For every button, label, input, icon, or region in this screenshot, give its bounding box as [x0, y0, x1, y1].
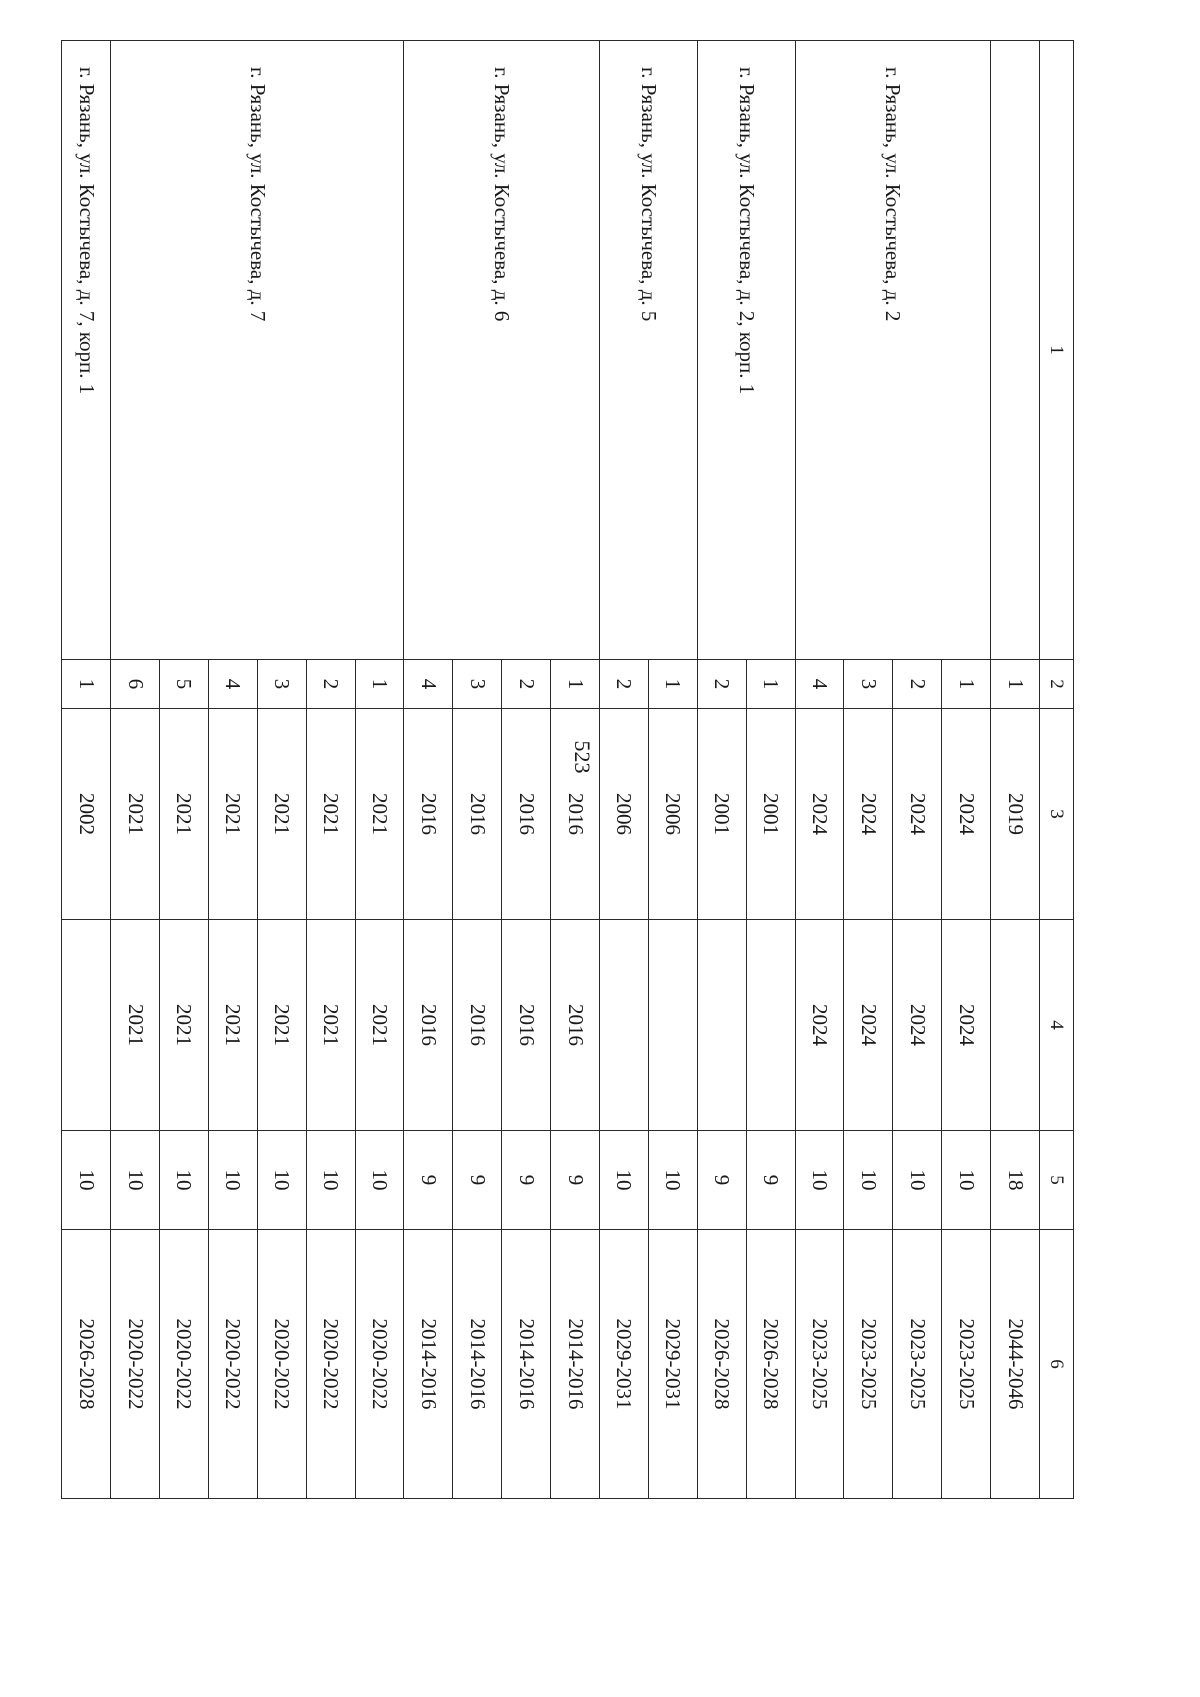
count-cell: 10	[355, 1131, 404, 1230]
year-cell-2: 2021	[355, 920, 404, 1131]
row-number-cell: 2	[893, 660, 942, 709]
table-row	[746, 41, 795, 1499]
row-number-cell: 1	[942, 660, 991, 709]
table-row	[991, 41, 1040, 1499]
period-cell: 2026-2028	[746, 1230, 795, 1499]
year-cell: 2021	[159, 709, 208, 920]
column-header-5: 5	[1040, 1131, 1074, 1230]
period-cell: 2023-2025	[893, 1230, 942, 1499]
period-cell: 2044-2046	[991, 1230, 1040, 1499]
year-cell: 2024	[893, 709, 942, 920]
table-row	[355, 41, 404, 1499]
address-cell: г. Рязань, ул. Костычева, д. 7	[111, 41, 404, 660]
year-cell: 2024	[942, 709, 991, 920]
year-cell-2	[599, 920, 648, 1131]
row-number-cell: 1	[991, 660, 1040, 709]
period-cell: 2020-2022	[257, 1230, 306, 1499]
count-cell: 10	[599, 1131, 648, 1230]
year-cell: 2006	[599, 709, 648, 920]
row-number-cell: 3	[453, 660, 502, 709]
count-cell: 10	[208, 1131, 257, 1230]
count-cell: 10	[648, 1131, 697, 1230]
table-row	[942, 41, 991, 1499]
year-cell: 2021	[306, 709, 355, 920]
table-row	[648, 41, 697, 1499]
count-cell: 10	[893, 1131, 942, 1230]
row-number-cell: 1	[551, 660, 600, 709]
address-cell: г. Рязань, ул. Костычева, д. 2	[795, 41, 991, 660]
address-cell	[991, 41, 1040, 660]
row-number-cell: 1	[62, 660, 111, 709]
row-number-cell: 2	[697, 660, 746, 709]
address-cell: г. Рязань, ул. Костычева, д. 6	[404, 41, 600, 660]
column-header-6: 6	[1040, 1230, 1074, 1499]
year-cell-2	[991, 920, 1040, 1131]
year-cell: 2021	[208, 709, 257, 920]
row-number-cell: 1	[746, 660, 795, 709]
table-row	[62, 41, 111, 1499]
row-number-cell: 2	[502, 660, 551, 709]
period-cell: 2020-2022	[159, 1230, 208, 1499]
header-row	[1040, 41, 1074, 1499]
count-cell: 9	[551, 1131, 600, 1230]
year-cell: 2021	[111, 709, 160, 920]
year-cell: 2016	[453, 709, 502, 920]
row-number-cell: 3	[844, 660, 893, 709]
year-cell-2: 2021	[208, 920, 257, 1131]
count-cell: 18	[991, 1131, 1040, 1230]
address-cell: г. Рязань, ул. Костычева, д. 2, корп. 1	[697, 41, 795, 660]
period-cell: 2020-2022	[111, 1230, 160, 1499]
year-cell-2: 2021	[159, 920, 208, 1131]
address-cell: г. Рязань, ул. Костычева, д. 5	[599, 41, 697, 660]
year-cell-2	[648, 920, 697, 1131]
period-cell: 2014-2016	[404, 1230, 453, 1499]
column-header-4: 4	[1040, 920, 1074, 1131]
year-cell-2	[746, 920, 795, 1131]
page-number-text: 523	[570, 740, 595, 774]
count-cell: 9	[453, 1131, 502, 1230]
row-number-cell: 2	[306, 660, 355, 709]
period-cell: 2026-2028	[697, 1230, 746, 1499]
year-cell: 2001	[697, 709, 746, 920]
count-cell: 10	[257, 1131, 306, 1230]
table-rotation-frame	[74, 40, 1074, 1498]
period-cell: 2020-2022	[208, 1230, 257, 1499]
year-cell-2: 2016	[404, 920, 453, 1131]
count-cell: 10	[111, 1131, 160, 1230]
year-cell-2: 2021	[306, 920, 355, 1131]
row-number-cell: 5	[159, 660, 208, 709]
period-cell: 2026-2028	[62, 1230, 111, 1499]
year-cell: 2024	[795, 709, 844, 920]
column-header-3: 3	[1040, 709, 1074, 920]
period-cell: 2029-2031	[599, 1230, 648, 1499]
count-cell: 9	[404, 1131, 453, 1230]
period-cell: 2023-2025	[844, 1230, 893, 1499]
year-cell: 2016	[404, 709, 453, 920]
table-row	[551, 41, 600, 1499]
count-cell: 10	[62, 1131, 111, 1230]
year-cell-2: 2024	[893, 920, 942, 1131]
count-cell: 10	[159, 1131, 208, 1230]
year-cell-2: 2016	[453, 920, 502, 1131]
year-cell: 2006	[648, 709, 697, 920]
period-cell: 2023-2025	[795, 1230, 844, 1499]
year-cell: 2019	[991, 709, 1040, 920]
year-cell: 2024	[844, 709, 893, 920]
year-cell-2: 2024	[795, 920, 844, 1131]
year-cell-2: 2021	[111, 920, 160, 1131]
row-number-cell: 6	[111, 660, 160, 709]
row-number-cell: 4	[795, 660, 844, 709]
period-cell: 2014-2016	[453, 1230, 502, 1499]
year-cell: 2002	[62, 709, 111, 920]
count-cell: 9	[697, 1131, 746, 1230]
row-number-cell: 4	[208, 660, 257, 709]
year-cell: 2021	[257, 709, 306, 920]
address-cell: г. Рязань, ул. Костычева, д. 7, корп. 1	[62, 41, 111, 660]
row-number-cell: 4	[404, 660, 453, 709]
count-cell: 10	[795, 1131, 844, 1230]
count-cell: 9	[746, 1131, 795, 1230]
row-number-cell: 1	[648, 660, 697, 709]
count-cell: 10	[844, 1131, 893, 1230]
year-cell-2: 2016	[502, 920, 551, 1131]
year-cell: 2001	[746, 709, 795, 920]
period-cell: 2014-2016	[502, 1230, 551, 1499]
year-cell-2: 2024	[844, 920, 893, 1131]
year-cell: 2016	[551, 709, 600, 920]
year-cell-2: 2021	[257, 920, 306, 1131]
row-number-cell: 3	[257, 660, 306, 709]
period-cell: 2023-2025	[942, 1230, 991, 1499]
period-cell: 2014-2016	[551, 1230, 600, 1499]
count-cell: 9	[502, 1131, 551, 1230]
column-header-1: 1	[1040, 41, 1074, 660]
period-cell: 2029-2031	[648, 1230, 697, 1499]
row-number-cell: 1	[355, 660, 404, 709]
row-number-cell: 2	[599, 660, 648, 709]
year-cell-2	[697, 920, 746, 1131]
table-body	[62, 41, 1074, 1499]
count-cell: 10	[306, 1131, 355, 1230]
year-cell-2: 2024	[942, 920, 991, 1131]
count-cell: 10	[942, 1131, 991, 1230]
year-cell-2: 2016	[551, 920, 600, 1131]
year-cell-2	[62, 920, 111, 1131]
period-cell: 2020-2022	[306, 1230, 355, 1499]
period-cell: 2020-2022	[355, 1230, 404, 1499]
column-header-2: 2	[1040, 660, 1074, 709]
schedule-table	[61, 40, 1074, 1499]
year-cell: 2021	[355, 709, 404, 920]
year-cell: 2016	[502, 709, 551, 920]
